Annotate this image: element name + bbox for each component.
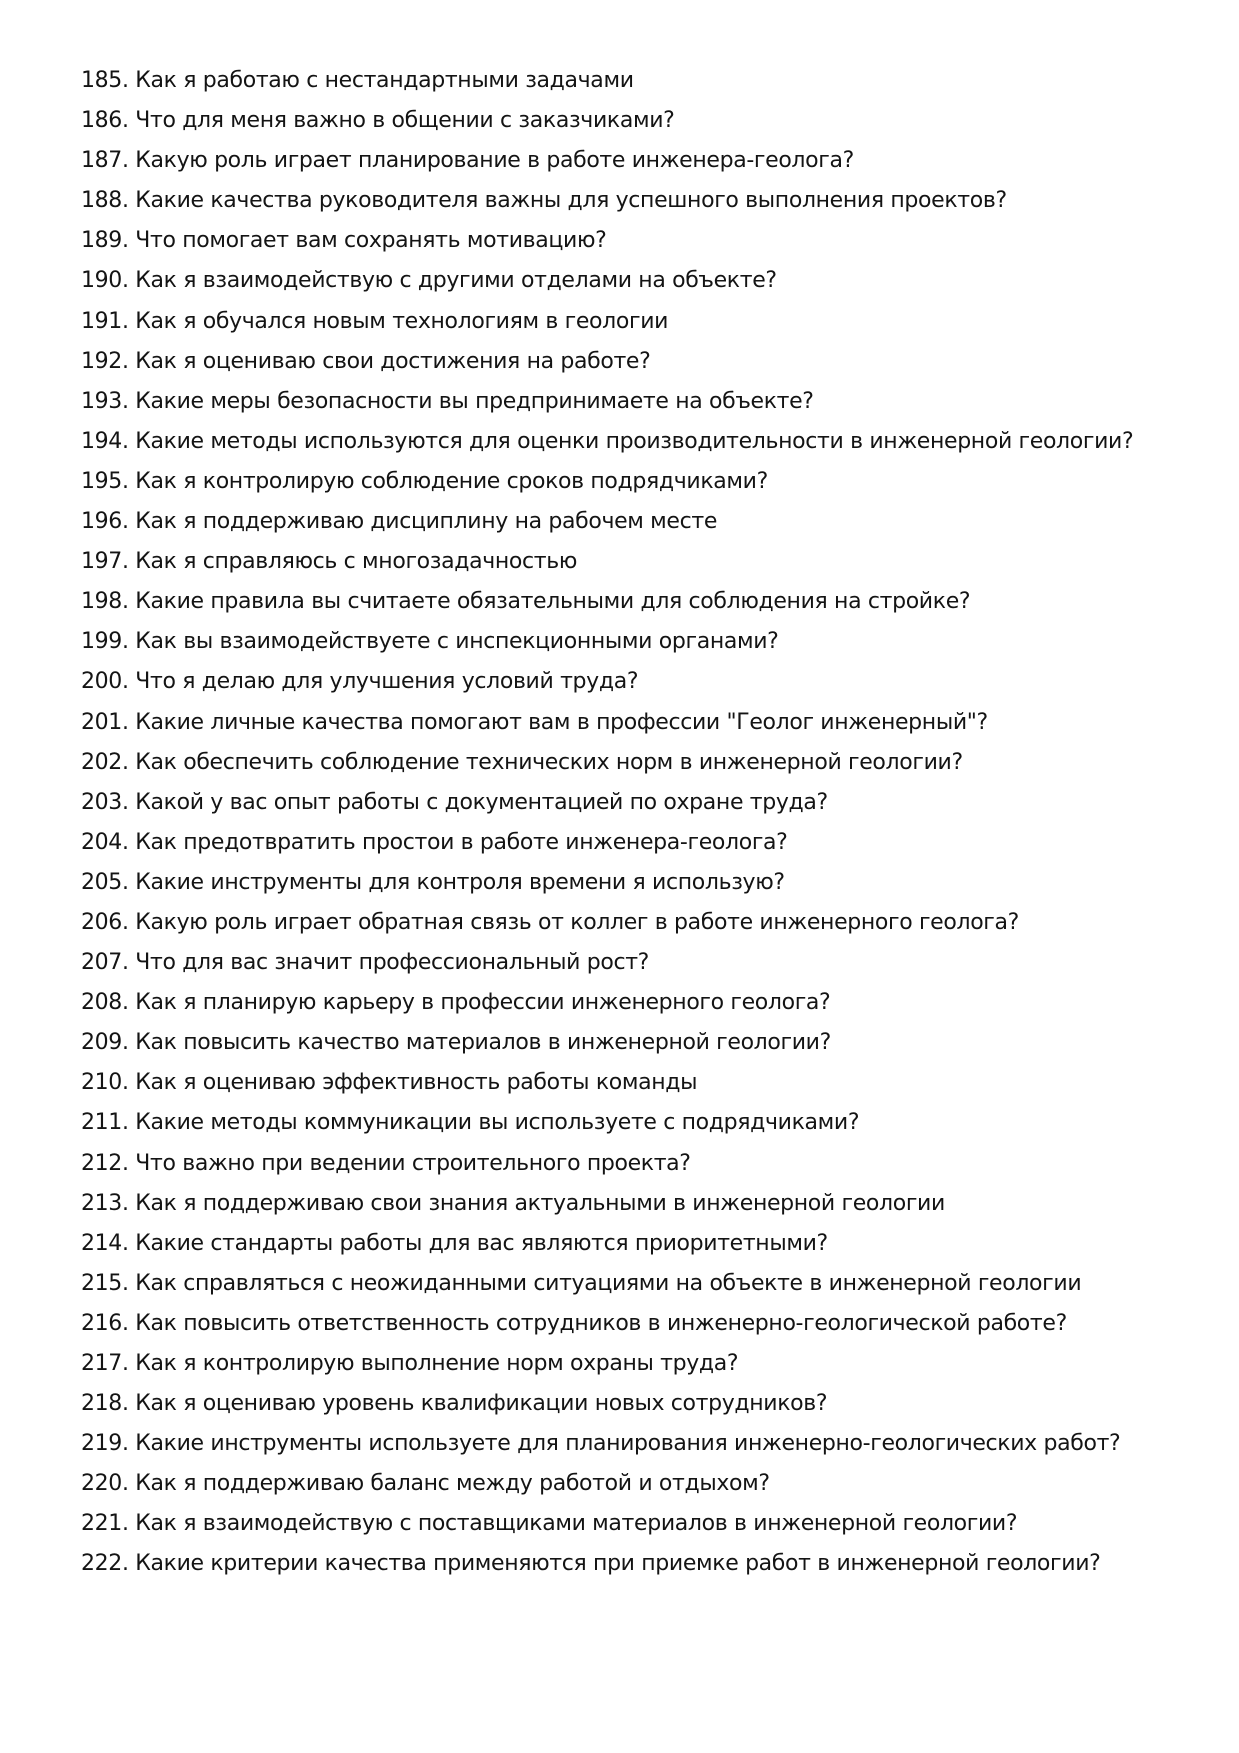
question-text: Какие инструменты для контроля времени я использую?: [135, 869, 785, 895]
question-number: 214.: [81, 1230, 129, 1256]
question-text: Как я работаю с нестандартными задачами: [135, 68, 634, 93]
question-number: 205.: [81, 869, 129, 895]
question-text: Что помогает вам сохранять мотивацию?: [135, 228, 607, 254]
question-text: Какие меры безопасности вы предпринимаете на объекте?: [135, 388, 814, 414]
question-item: [81, 582, 1201, 622]
question-text: Какие методы используются для оценки производительности в инженерной геологии?: [135, 428, 1134, 454]
question-item: [81, 903, 1201, 943]
question-number: 188.: [81, 188, 129, 214]
question-item: [81, 622, 1201, 662]
question-item: [81, 1424, 1201, 1464]
question-item: [81, 181, 1201, 221]
question-number: 201.: [81, 709, 129, 735]
question-item: [81, 1464, 1201, 1504]
question-item: [81, 302, 1201, 342]
question-number: 210.: [81, 1070, 129, 1096]
question-number: 216.: [81, 1310, 129, 1336]
question-text: Какую роль играет планирование в работе инженера-геолога?: [135, 148, 854, 174]
question-number: 213.: [81, 1190, 129, 1216]
question-text: Как я поддерживаю баланс между работой и отдыхом?: [135, 1471, 770, 1497]
question-text: Как вы взаимодействуете с инспекционными органами?: [135, 629, 779, 655]
question-number: 212.: [81, 1150, 129, 1176]
question-item: [81, 1544, 1201, 1584]
question-list: [81, 61, 1201, 1585]
question-number: 192.: [81, 348, 129, 374]
question-item: [81, 863, 1201, 903]
question-item: [81, 1304, 1201, 1344]
question-number: 206.: [81, 909, 129, 935]
question-text: Что важно при ведении строительного проекта?: [135, 1150, 691, 1176]
question-item: [81, 1063, 1201, 1103]
question-number: 203.: [81, 789, 129, 815]
question-text: Какие критерии качества применяются при приемке работ в инженерной геологии?: [135, 1551, 1101, 1577]
question-text: Как я взаимодействую с поставщиками материалов в инженерной геологии?: [135, 1511, 1018, 1537]
question-number: 204.: [81, 829, 129, 855]
question-text: Какие инструменты используете для планирования инженерно-геологических работ?: [135, 1431, 1121, 1457]
question-text: Как повысить ответственность сотрудников в инженерно-геологической работе?: [135, 1310, 1067, 1336]
question-item: [81, 943, 1201, 983]
question-item: [81, 502, 1201, 542]
question-number: 185.: [81, 68, 129, 93]
question-item: [81, 1184, 1201, 1224]
question-text: Как я оцениваю эффективность работы команды: [135, 1070, 698, 1096]
question-text: Как я поддерживаю свои знания актуальными в инженерной геологии: [135, 1190, 945, 1216]
question-number: 190.: [81, 268, 129, 294]
question-text: Как справляться с неожиданными ситуациями на объекте в инженерной геологии: [135, 1270, 1082, 1296]
question-item: [81, 662, 1201, 702]
question-number: 198.: [81, 589, 129, 615]
question-text: Как я контролирую выполнение норм охраны труда?: [135, 1351, 739, 1376]
question-text: Какие качества руководителя важны для успешного выполнения проектов?: [135, 188, 1007, 214]
question-item: [81, 342, 1201, 382]
question-item: [81, 101, 1201, 141]
question-number: 186.: [81, 108, 129, 134]
question-item: [81, 221, 1201, 261]
question-item: [81, 823, 1201, 863]
question-text: Что для вас значит профессиональный рост?: [135, 950, 650, 976]
question-text: Как обеспечить соблюдение технических норм в инженерной геологии?: [135, 749, 963, 775]
question-text: Какую роль играет обратная связь от коллег в работе инженерного геолога?: [135, 909, 1019, 935]
question-item: [81, 1264, 1201, 1304]
question-number: 199.: [81, 629, 129, 655]
question-number: 221.: [81, 1511, 129, 1537]
question-item: [81, 743, 1201, 783]
question-item: [81, 141, 1201, 181]
question-text: Какие стандарты работы для вас являются приоритетными?: [135, 1230, 828, 1256]
question-item: [81, 703, 1201, 743]
question-text: Как я контролирую соблюдение сроков подрядчиками?: [135, 468, 768, 494]
question-text: Какой у вас опыт работы с документацией по охране труда?: [135, 789, 828, 815]
question-item: [81, 1224, 1201, 1264]
question-number: 217.: [81, 1351, 129, 1376]
question-text: Как я обучался новым технологиям в геологии: [135, 308, 669, 334]
question-item: [81, 1023, 1201, 1063]
question-text: Как предотвратить простои в работе инженера-геолога?: [135, 829, 788, 855]
question-text: Какие правила вы считаете обязательными для соблюдения на стройке?: [135, 589, 971, 615]
question-item: [81, 1144, 1201, 1184]
question-number: 187.: [81, 148, 129, 174]
question-text: Как я взаимодействую с другими отделами на объекте?: [135, 268, 777, 294]
question-number: 197.: [81, 549, 129, 575]
question-item: [81, 382, 1201, 422]
question-item: [81, 1103, 1201, 1143]
question-item: [81, 422, 1201, 462]
question-item: [81, 1344, 1201, 1384]
question-text: Что для меня важно в общении с заказчиками?: [135, 108, 675, 134]
question-number: 220.: [81, 1471, 129, 1497]
question-number: 209.: [81, 1030, 129, 1056]
question-number: 207.: [81, 950, 129, 976]
question-number: 211.: [81, 1110, 129, 1136]
question-number: 222.: [81, 1551, 129, 1577]
question-number: 189.: [81, 228, 129, 254]
question-text: Как я справляюсь с многозадачностью: [135, 549, 578, 575]
question-text: Какие личные качества помогают вам в профессии "Геолог инженерный"?: [135, 709, 988, 735]
question-item: [81, 1384, 1201, 1424]
question-text: Как я оцениваю свои достижения на работе?: [135, 348, 651, 374]
question-item: [81, 783, 1201, 823]
question-item: [81, 983, 1201, 1023]
question-number: 194.: [81, 428, 129, 454]
question-number: 191.: [81, 308, 129, 334]
question-item: [81, 542, 1201, 582]
question-item: [81, 261, 1201, 301]
question-text: Что я делаю для улучшения условий труда?: [135, 669, 639, 695]
question-text: Как я планирую карьеру в профессии инженерного геолога?: [135, 990, 831, 1016]
question-text: Какие методы коммуникации вы используете с подрядчиками?: [135, 1110, 860, 1136]
question-text: Как повысить качество материалов в инженерной геологии?: [135, 1030, 831, 1056]
question-number: 193.: [81, 388, 129, 414]
question-number: 219.: [81, 1431, 129, 1457]
question-text: Как я оцениваю уровень квалификации новых сотрудников?: [135, 1391, 828, 1417]
question-text: Как я поддерживаю дисциплину на рабочем месте: [135, 509, 718, 535]
question-item: [81, 61, 1201, 101]
question-item: [81, 1504, 1201, 1544]
question-item: [81, 462, 1201, 502]
question-number: 196.: [81, 509, 129, 535]
question-number: 200.: [81, 669, 129, 695]
question-number: 195.: [81, 468, 129, 494]
question-number: 202.: [81, 749, 129, 775]
question-number: 208.: [81, 990, 129, 1016]
question-number: 218.: [81, 1391, 129, 1417]
question-number: 215.: [81, 1270, 129, 1296]
